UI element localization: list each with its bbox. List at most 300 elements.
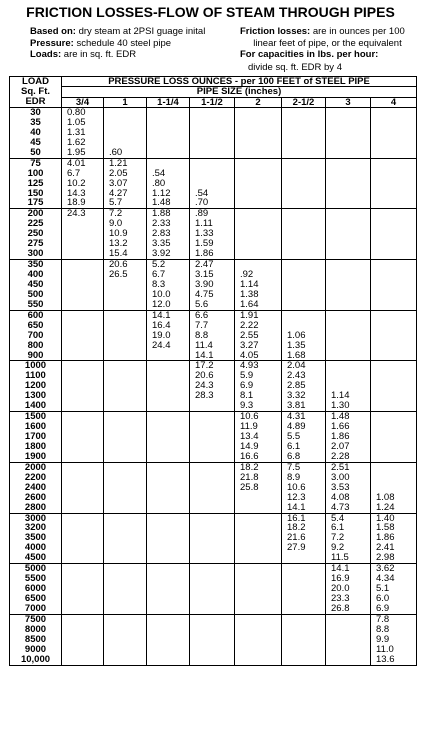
info-loads <box>30 49 205 61</box>
table-row-group <box>10 513 417 564</box>
loss-cell <box>282 564 326 615</box>
loss-cell <box>326 108 371 159</box>
loss-value: 1.86 <box>195 248 214 260</box>
loss-cell <box>282 209 326 260</box>
loss-value: 2.07 <box>331 440 350 452</box>
table-row-group <box>10 108 417 159</box>
loss-value: 1.35 <box>287 339 306 351</box>
edr-value: 250 <box>27 228 44 240</box>
edr-value: 175 <box>27 197 44 209</box>
loss-value: 10.2 <box>67 177 86 189</box>
loss-cell <box>326 614 371 665</box>
loss-value: 21.8 <box>240 471 259 483</box>
loss-value: 7.7 <box>195 319 209 331</box>
edr-value: 225 <box>27 218 44 230</box>
loss-value: 5.1 <box>376 583 390 595</box>
loss-value: 2.04 <box>287 360 306 372</box>
edr-value: 75 <box>30 157 41 169</box>
loss-value: 1.86 <box>376 532 395 544</box>
loss-value: 10.9 <box>109 228 128 240</box>
loss-value: .70 <box>195 197 209 209</box>
edr-value: 40 <box>30 126 41 138</box>
loss-value: 14.3 <box>67 187 86 199</box>
loss-value: .89 <box>195 208 209 220</box>
edr-value: 2400 <box>24 481 47 493</box>
edr-value: 3200 <box>24 522 47 534</box>
loss-value: 21.6 <box>287 532 306 544</box>
edr-cell <box>10 614 62 665</box>
edr-value: 150 <box>27 187 44 199</box>
edr-value: 7000 <box>24 602 47 614</box>
loss-value: 11.5 <box>331 552 349 564</box>
loss-cell <box>147 564 190 615</box>
loss-value: 8.3 <box>152 278 166 290</box>
edr-value: 350 <box>27 259 44 271</box>
loss-value <box>331 361 370 371</box>
loss-value: 8.8 <box>195 329 209 341</box>
table-row-group <box>10 158 417 209</box>
loss-value: 11.9 <box>240 421 258 433</box>
loss-value: 12.0 <box>152 298 171 310</box>
loss-cell <box>190 412 235 463</box>
col-header-1-1-2: 1-1/2 <box>190 97 235 107</box>
loss-value <box>195 179 234 189</box>
edr-value: 100 <box>27 167 44 179</box>
loss-cell <box>147 513 190 564</box>
loss-value: 10.6 <box>240 411 259 423</box>
loss-value: 7.5 <box>287 461 301 473</box>
loss-cell <box>147 209 190 260</box>
loss-value: 1.86 <box>331 431 350 442</box>
loss-value: 2.28 <box>331 450 350 462</box>
table-row-group <box>10 260 417 311</box>
loss-value: 2.55 <box>240 329 259 341</box>
loss-cell <box>235 108 282 159</box>
loss-value <box>195 159 234 169</box>
loss-cell <box>371 209 417 260</box>
edr-value: 125 <box>27 177 44 189</box>
edr-value: 1800 <box>24 440 47 452</box>
loss-value: 4.08 <box>331 491 350 503</box>
edr-value: 6000 <box>24 583 47 595</box>
loss-value: 13.2 <box>109 238 128 250</box>
loss-value: 3.00 <box>331 471 350 483</box>
loss-value: 6.9 <box>376 602 390 614</box>
edr-value: 500 <box>27 288 44 300</box>
edr-value: 800 <box>27 339 44 351</box>
loss-cell <box>282 310 326 361</box>
loss-value: 5.6 <box>195 298 209 310</box>
loss-value: 4.34 <box>376 573 395 585</box>
edr-value: 300 <box>27 248 44 260</box>
loss-value: 24.3 <box>195 380 214 392</box>
loss-cell <box>104 310 147 361</box>
loss-cell <box>147 108 190 159</box>
loss-value: 16.4 <box>152 319 171 331</box>
loss-cell <box>62 260 104 311</box>
edr-value: 5000 <box>24 563 47 575</box>
loss-cell <box>62 614 104 665</box>
loss-cell <box>104 209 147 260</box>
loss-value: 3.62 <box>376 563 395 575</box>
loss-cell <box>235 462 282 513</box>
loss-value: 2.33 <box>152 218 171 230</box>
loss-value: 2.43 <box>287 370 306 382</box>
loss-value: 25.8 <box>240 481 259 493</box>
loss-value: 12.3 <box>287 491 306 503</box>
loss-value: 4.93 <box>240 360 259 372</box>
info-capacities-label: For capacities in lbs. per hour: <box>240 49 379 60</box>
loss-value: 4.73 <box>331 501 350 513</box>
loss-value: .80 <box>152 177 166 189</box>
col-header-1: 1 <box>104 97 147 107</box>
loss-cell <box>104 462 147 513</box>
loss-cell <box>147 462 190 513</box>
edr-value: 275 <box>27 238 44 250</box>
load-header-line-3: EDR <box>25 96 46 107</box>
loss-value: .54 <box>195 187 209 199</box>
loss-value: 3.27 <box>240 339 259 351</box>
loss-value: 1.88 <box>152 208 171 220</box>
loss-value <box>109 108 146 118</box>
loss-value: 20.6 <box>195 370 214 382</box>
info-friction-label: Friction losses: <box>240 26 311 37</box>
loss-value: 1.08 <box>376 491 395 503</box>
loss-value: 1.91 <box>240 309 259 321</box>
loss-value: 3.32 <box>287 390 306 402</box>
loss-value: 4.01 <box>67 157 86 169</box>
loss-cell <box>371 462 417 513</box>
col-header-2-1-2: 2-1/2 <box>282 97 326 107</box>
loss-cell <box>190 614 235 665</box>
col-header-1-1-4: 1-1/4 <box>147 97 190 107</box>
loss-cell <box>190 158 235 209</box>
loss-cell <box>147 310 190 361</box>
loss-value: 14.1 <box>152 309 171 321</box>
loss-cell <box>147 412 190 463</box>
edr-value: 450 <box>27 278 44 290</box>
loss-value <box>109 118 146 128</box>
loss-value: 8.9 <box>287 471 301 483</box>
loss-value: 1.14 <box>331 390 350 402</box>
loss-value: 2.98 <box>376 552 395 564</box>
loss-value: 3.53 <box>331 481 350 493</box>
loss-value: .54 <box>152 167 166 179</box>
loss-cell <box>62 310 104 361</box>
edr-value: 1700 <box>24 431 47 442</box>
loss-cell <box>235 614 282 665</box>
loss-cell <box>326 513 371 564</box>
edr-value: 3500 <box>24 532 47 544</box>
loss-cell <box>326 158 371 209</box>
loss-value: 1.11 <box>195 218 213 230</box>
loss-value: 3.81 <box>287 400 306 412</box>
loss-value: 1.59 <box>195 238 214 250</box>
table-body <box>10 108 417 666</box>
table-row-group <box>10 412 417 463</box>
loss-value: 14.9 <box>240 440 259 452</box>
loss-value: 1.95 <box>67 146 86 158</box>
edr-value: 5500 <box>24 573 47 585</box>
edr-value: 2600 <box>24 491 47 503</box>
edr-value: 1000 <box>24 360 47 372</box>
loss-value: 26.5 <box>109 269 128 280</box>
edr-value: 2000 <box>24 461 47 473</box>
loss-cell <box>371 513 417 564</box>
loss-value: 16.1 <box>287 512 306 524</box>
col-header-3: 3 <box>326 97 371 107</box>
loss-value: 3.92 <box>152 248 171 260</box>
info-left <box>30 26 205 61</box>
loss-cell <box>62 209 104 260</box>
load-header-line-2: Sq. Ft. <box>20 86 51 97</box>
info-based-on-text: dry steam at 2PSI guage inital <box>75 26 206 37</box>
loss-cell <box>190 310 235 361</box>
loss-cell <box>371 564 417 615</box>
loss-cell <box>326 310 371 361</box>
loss-value: 1.62 <box>67 136 86 148</box>
edr-value: 2800 <box>24 501 47 513</box>
loss-value: 14.1 <box>195 349 214 361</box>
loss-value: 1.58 <box>376 522 395 534</box>
loss-value: 3.35 <box>152 238 171 250</box>
loss-value: 24.3 <box>67 208 86 220</box>
loss-value: 24.4 <box>152 339 171 351</box>
loss-value: 20.6 <box>109 259 128 271</box>
loss-cell <box>371 361 417 412</box>
edr-value: 6500 <box>24 593 47 604</box>
loss-value: 9.2 <box>331 542 345 554</box>
edr-value: 3000 <box>24 512 47 524</box>
loss-value: 8.8 <box>376 623 390 635</box>
edr-value: 600 <box>27 309 44 321</box>
info-pressure <box>30 38 205 50</box>
info-pressure-text: schedule 40 steel pipe <box>73 37 172 49</box>
info-based-on-label: Based on: <box>30 26 76 37</box>
loss-value: 2.51 <box>331 461 350 473</box>
loss-value: 11.4 <box>195 339 213 351</box>
loss-value: 23.3 <box>331 593 350 604</box>
loss-cell <box>62 513 104 564</box>
loss-value: 9.3 <box>240 400 254 412</box>
edr-value: 10,000 <box>20 653 51 665</box>
loss-cell <box>371 614 417 665</box>
info-loads-label: Loads: <box>30 49 62 60</box>
loss-value: 2.83 <box>152 228 171 240</box>
loss-value: 27.9 <box>287 542 306 554</box>
page-title: FRICTION LOSSES-FLOW OF STEAM THROUGH PIPES <box>26 4 395 20</box>
table-row-group <box>10 564 417 615</box>
loss-value: 10.6 <box>287 481 306 493</box>
edr-value: 400 <box>27 269 44 280</box>
loss-cell <box>282 158 326 209</box>
loss-value: 1.64 <box>240 298 259 310</box>
info-friction-text: are in ounces per 100 <box>310 26 405 37</box>
loss-value: 6.1 <box>287 440 301 452</box>
loss-value: 1.12 <box>152 187 171 199</box>
loss-cell <box>62 564 104 615</box>
loss-value: 4.31 <box>287 411 306 423</box>
info-divide-note: divide sq. ft. EDR by 4 <box>248 62 342 73</box>
loss-value: 6.7 <box>152 269 166 280</box>
loss-cell <box>282 260 326 311</box>
friction-loss-table <box>9 76 417 666</box>
col-header-4: 4 <box>371 97 417 107</box>
loss-cell <box>104 361 147 412</box>
loss-value: 2.47 <box>195 259 214 271</box>
loss-cell <box>235 209 282 260</box>
pressure-loss-header: PRESSURE LOSS OUNCES - per 100 FEET of STEEL PIPE <box>62 77 417 87</box>
loss-value: 2.85 <box>287 380 306 392</box>
loss-value: 1.21 <box>109 157 128 169</box>
loss-value: 6.7 <box>67 167 81 179</box>
edr-cell <box>10 209 62 260</box>
col-header-2: 2 <box>235 97 282 107</box>
loss-value: 6.8 <box>287 450 301 462</box>
loss-value: 1.48 <box>331 411 350 423</box>
loss-value: 6.1 <box>331 522 345 534</box>
table-row-group <box>10 209 417 260</box>
loss-cell <box>190 564 235 615</box>
table-row-group <box>10 310 417 361</box>
edr-value: 550 <box>27 298 44 310</box>
loss-value: 7.2 <box>331 532 345 544</box>
loss-cell <box>104 564 147 615</box>
loss-value: 10.0 <box>152 288 171 300</box>
loss-value: 1.66 <box>331 421 350 433</box>
loss-value: 18.9 <box>67 197 86 209</box>
loss-value <box>376 463 416 473</box>
table-row-group <box>10 361 417 412</box>
edr-value: 700 <box>27 329 44 341</box>
loss-value <box>195 169 234 179</box>
edr-cell <box>10 158 62 209</box>
edr-value: 1500 <box>24 411 47 423</box>
pipe-size-header: PIPE SIZE (inches) <box>62 87 417 97</box>
edr-value: 30 <box>30 107 41 118</box>
loss-value <box>331 371 370 381</box>
info-loads-text: are in sq. ft. EDR <box>61 49 137 60</box>
loss-value: 28.3 <box>195 390 214 402</box>
edr-value: 1300 <box>24 390 47 402</box>
loss-cell <box>104 412 147 463</box>
loss-value: 14.1 <box>331 563 350 575</box>
edr-value: 7500 <box>24 613 47 625</box>
loss-cell <box>371 412 417 463</box>
loss-value: 20.0 <box>331 583 350 595</box>
loss-value: 6.0 <box>376 593 390 604</box>
edr-value: 1200 <box>24 380 47 392</box>
loss-value: 19.0 <box>152 329 171 341</box>
loss-value: 5.4 <box>331 512 345 524</box>
loss-cell <box>235 158 282 209</box>
loss-cell <box>235 513 282 564</box>
loss-value: 14.1 <box>287 501 306 513</box>
edr-value: 8500 <box>24 633 47 645</box>
loss-value: 5.7 <box>109 197 123 209</box>
col-header-3-4: 3/4 <box>62 97 104 107</box>
loss-cell <box>190 260 235 311</box>
loss-cell <box>326 260 371 311</box>
loss-value <box>376 473 416 483</box>
edr-cell <box>10 412 62 463</box>
loss-value: 4.89 <box>287 421 306 433</box>
loss-cell <box>147 260 190 311</box>
loss-cell <box>190 209 235 260</box>
loss-value: 9.0 <box>109 218 123 230</box>
edr-cell <box>10 108 62 159</box>
edr-cell <box>10 513 62 564</box>
loss-value: 26.8 <box>331 602 350 614</box>
loss-value: 1.30 <box>331 400 350 412</box>
loss-cell <box>282 462 326 513</box>
loss-cell <box>104 260 147 311</box>
loss-cell <box>326 564 371 615</box>
loss-value: 6.6 <box>195 309 209 321</box>
loss-value: .92 <box>240 269 254 280</box>
loss-value: 1.40 <box>376 512 395 524</box>
loss-value: 1.31 <box>67 126 86 138</box>
loss-cell <box>147 614 190 665</box>
load-header <box>10 77 62 108</box>
info-right <box>240 26 415 61</box>
edr-value: 650 <box>27 319 44 331</box>
loss-value: 6.9 <box>240 380 254 392</box>
loss-cell <box>371 158 417 209</box>
loss-cell <box>190 108 235 159</box>
loss-value: 15.4 <box>109 248 128 260</box>
edr-value: 1100 <box>25 370 46 382</box>
loss-cell <box>104 108 147 159</box>
edr-value: 4500 <box>24 552 47 564</box>
loss-value: 5.5 <box>287 431 301 442</box>
loss-cell <box>326 462 371 513</box>
loss-value: 1.68 <box>287 349 306 361</box>
edr-value: 45 <box>30 136 41 148</box>
loss-value: 3.07 <box>109 177 128 189</box>
loss-value: 5.2 <box>152 259 166 271</box>
loss-value: 9.9 <box>376 633 390 645</box>
loss-value: 8.1 <box>240 390 254 402</box>
loss-value: 7.8 <box>376 613 390 625</box>
edr-cell <box>10 310 62 361</box>
loss-cell <box>104 513 147 564</box>
loss-cell <box>326 209 371 260</box>
edr-value: 50 <box>30 146 41 158</box>
loss-value: 2.22 <box>240 319 259 331</box>
loss-value: 18.2 <box>287 522 306 534</box>
loss-cell <box>282 614 326 665</box>
loss-cell <box>235 260 282 311</box>
loss-cell <box>190 513 235 564</box>
loss-cell <box>147 158 190 209</box>
loss-cell <box>62 108 104 159</box>
loss-value: .60 <box>109 146 123 158</box>
edr-value: 900 <box>27 349 44 361</box>
info-pressure-label: Pressure: <box>30 37 74 49</box>
loss-value: 1.48 <box>152 197 171 209</box>
loss-value: 4.75 <box>195 288 214 300</box>
load-header-line-1: LOAD <box>22 76 49 87</box>
loss-value: 13.6 <box>376 653 395 665</box>
table-row-group <box>10 462 417 513</box>
loss-value: 1.06 <box>287 329 306 341</box>
edr-value: 1600 <box>24 421 47 433</box>
loss-value: 1.38 <box>240 288 259 300</box>
loss-value: 16.6 <box>240 450 259 462</box>
loss-cell <box>282 412 326 463</box>
edr-value: 1400 <box>24 400 47 412</box>
